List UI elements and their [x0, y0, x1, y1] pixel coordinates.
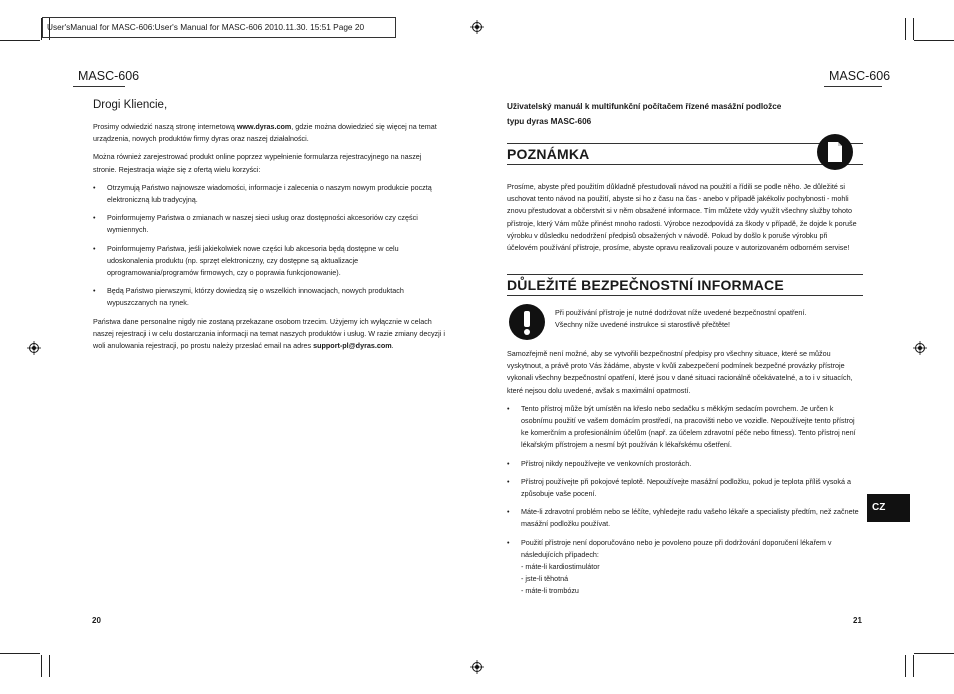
crop-mark: [0, 653, 40, 654]
sub-item: - máte-li kardiostimulátor: [521, 562, 600, 572]
crop-mark: [49, 655, 50, 677]
crop-mark: [913, 18, 914, 40]
registration-mark-icon: [470, 660, 484, 674]
website-link[interactable]: www.dyras.com: [236, 122, 292, 131]
registration-mark-icon: [470, 20, 484, 34]
safety-list: [507, 403, 862, 598]
benefits-list: [93, 182, 445, 310]
heading-rule: [507, 143, 863, 144]
privacy-paragraph: Państwa dane personalne nigdy nie zostaną przekazane osobom trzecim. Użyjemy ich wyłącznie w celach naszej rejestracji i w celu dostarczania informacji na temat naszych produktów i usług. W razie zmiany decyzji i woli anulowania rejestracji, po prostu należy przesłać email na adres support-pl@dyras.com.: [93, 316, 445, 351]
list-item: • Otrzymują Państwo najnowsze wiadomości, informacje i zalecenia o naszym nowym produkcie pocztą elektroniczną lub tradycyjną.: [93, 182, 445, 206]
header-rule: [73, 86, 125, 87]
header-rule: [824, 86, 882, 87]
safety-intro: Samozřejmě není možné, aby se vytvořili bezpečnostní předpisy pro všechny situace, které se můžou vyskytnout, a právě proto Vás žádáme, abyste v kvůli zabezpečení podmínek bezpečné provázky přístroje vykonali všechny bezpečnostní opatření, které jsou v dané situaci racionálně očekávatelné, a to i v situacích, které nejsou dolu uvedené, avšak s maximální opatrností.: [507, 349, 853, 395]
list-item: • Použití přístroje není doporučováno nebo je povoleno pouze při dodržování doporučení lékařem v následujících případech: - máte-li kardiostimulátor - jste-li těhotná - máte-li trombózu: [507, 537, 862, 598]
crop-mark: [905, 655, 906, 677]
registration-mark-icon: [913, 341, 927, 355]
note-heading: POZNÁMKA: [507, 146, 590, 162]
warning-text: Při používání přístroje je nutné dodržovat níže uvedené bezpečnostní opatření. Všechny níže uvedené instrukce si starostlivě přečtěte!: [555, 308, 807, 330]
support-email-link[interactable]: support-pl@dyras.com: [313, 341, 392, 351]
list-item: • Poinformujemy Państwa o zmianach w naszej sieci usług oraz dostępności akcesoriów czy części wymiennych.: [93, 212, 445, 236]
heading-rule: [507, 164, 863, 165]
registration-paragraph: Można również zarejestrować produkt online poprzez wypełnienie formularza rejestracyjnego na naszej stronie. Rejestracja wiąże się z ofertą wielu korzyści:: [93, 152, 422, 174]
page-number: 21: [853, 616, 862, 625]
list-item: • Přístroj používejte při pokojové teplotě. Nepoužívejte masážní podložku, pokud je teplota příliš vysoká a způsobuje vaše pocení.: [507, 476, 862, 500]
right-body: [507, 348, 862, 604]
document-icon: [816, 133, 854, 171]
print-slug: User'sManual for MASC-606:User's Manual for MASC-606 2010.11.30. 15:51 Page 20: [42, 17, 396, 38]
crop-mark: [913, 655, 914, 677]
list-item: • Máte-li zdravotní problém nebo se léčíte, vyhledejte radu vašeho lékaře a specialisty předtím, než začnete masážní podložku používat.: [507, 506, 862, 530]
crop-mark: [914, 653, 954, 654]
note-text: Prosíme, abyste před použitím důkladně přestudovali návod na použití a řídili se podle něho. Je důležité si uschovat tento návod na použití, abyste si ho z času na čas - anebo v případě jakékoliv pochybnosti - mohli znovu přestudovat a občerstvit si v něm obsažené informace. Tím můžete vždy využít všechny služby tohoto přístroje, který Vám může přinést mnoho radosti. Výrobce nezodpovídá za škody v případě, že dojde k poruše výrobku v důsledku nedodržení předpisů obsažených v návodě. Pokud by došlo k poruše výrobku při účelovém používání přístroje, prosíme, abyste opravu realizovali pouze v autorizovaném odborném servise!: [507, 182, 857, 253]
crop-mark: [41, 655, 42, 677]
intro-paragraph: Prosimy odwiedzić naszą stronę internetową www.dyras.com, gdzie można dowiedzieć się więcej na temat urządzenia, nowych produktów firmy dyras oraz naszej działalności.: [93, 122, 437, 144]
sub-item: - jste-li těhotná: [521, 574, 569, 584]
heading-rule: [507, 295, 863, 296]
model-label: MASC-606: [829, 69, 891, 83]
model-label: MASC-606: [78, 69, 140, 83]
document-title: Uživatelský manuál k multifunkční počítačem řízené masážní podložce typu dyras MASC-606: [507, 102, 782, 126]
registration-mark-icon: [27, 341, 41, 355]
heading-rule: [507, 274, 863, 275]
list-item: • Poinformujemy Państwa, jeśli jakiekolwiek nowe części lub akcesoria będą dostępne w celu udoskonalenia produktu (np. sprzęt elektroniczny, czy dostępne są aktualizacje oprogramowania/programów firmowych, czy o poprawia funkcjonowanie).: [93, 243, 445, 280]
list-item: • Tento přístroj může být umístěn na křeslo nebo sedačku s měkkým sedacím povrchem. Je určen k osobnímu použití ve vašem domácím prostředí, na pracovišti nebo ve vozidle. Nepoužívejte tento přístroj ke komerčním a profesionálním účelům (např. za účelem zdravotní péče nebo fitness). Tento přístroj není lékařským přístrojem a nesmí být používán k lékařskému ošetření.: [507, 403, 862, 452]
crop-mark: [0, 40, 40, 41]
exclamation-icon: [508, 303, 546, 341]
greeting: Drogi Kliencie,: [93, 99, 168, 111]
list-item: • Będą Państwo pierwszymi, którzy dowiedzą się o wszelkich innowacjach, nowych produktach wypuszczanych na rynek.: [93, 285, 445, 309]
language-tab: CZ: [867, 494, 910, 522]
safety-heading: DŮLEŽITÉ BEZPEČNOSTNÍ INFORMACE: [507, 277, 784, 293]
page-number: 20: [92, 616, 101, 625]
crop-mark: [905, 18, 906, 40]
crop-mark: [914, 40, 954, 41]
list-item: • Přístroj nikdy nepoužívejte ve venkovních prostorách.: [507, 458, 862, 470]
sub-item: - máte-li trombózu: [521, 586, 579, 596]
left-body: [93, 121, 445, 358]
